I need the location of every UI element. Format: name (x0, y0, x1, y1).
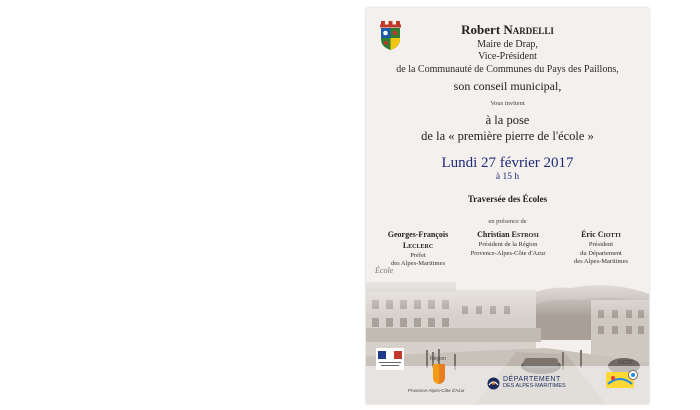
host-title-1: Maire de Drap, (477, 39, 538, 50)
guest-role: des Alpes-Maritimes (574, 258, 628, 266)
guest-role: des Alpes-Maritimes (391, 260, 445, 268)
guest-departement (557, 230, 645, 267)
host-title-2: Vice-Président (478, 51, 537, 62)
region-logo-icon (432, 363, 446, 385)
sictp-logo-icon (628, 370, 638, 380)
guest-role: Provence-Alpes-Côte d'Azur (470, 249, 546, 257)
invitation-card (366, 8, 649, 404)
region-label: Région (430, 356, 446, 362)
photo-caption: École (375, 266, 394, 275)
host-title-3: de la Communauté de Communes du Pays des Paillons, (396, 64, 619, 75)
event-place: Traversée des Écoles (467, 194, 548, 204)
guest-role: Préfet (410, 251, 426, 259)
guest-full-name: Christian Estrosi (477, 230, 539, 239)
sictp-label: SICTP (618, 360, 633, 366)
region-sub: Provence-Alpes-Côte d'Azur (408, 388, 465, 393)
republic-logo-icon (376, 348, 404, 370)
host-last-name: Nardelli (503, 22, 554, 37)
event-line-1: à la pose (485, 113, 530, 127)
event-date: Lundi 27 février 2017 (441, 155, 574, 171)
guest-role: du Département (580, 249, 622, 257)
departement-logo-icon (487, 377, 500, 390)
guest-role: Président (588, 240, 614, 248)
host-first-name: Robert (461, 22, 501, 37)
event-line-2: de la « première pierre de l'école » (421, 129, 594, 143)
event-time: à 15 h (495, 172, 520, 182)
departement-logo-text: DÉPARTEMENT DES ALPES-MARITIMES (503, 376, 566, 389)
guest-region (463, 230, 553, 258)
guest-full-name: Éric Ciotti (581, 230, 621, 239)
guest-last-name: Leclerc (402, 240, 434, 250)
invite-line: Vous invitent (490, 100, 525, 107)
council-line: son conseil municipal, (453, 79, 562, 93)
guest-first-name: Georges-François (387, 230, 449, 239)
guest-prefet (373, 230, 463, 269)
host-name (366, 22, 649, 38)
presence-line: en présence de (488, 218, 527, 225)
guest-role: Président de la Région (478, 240, 538, 248)
